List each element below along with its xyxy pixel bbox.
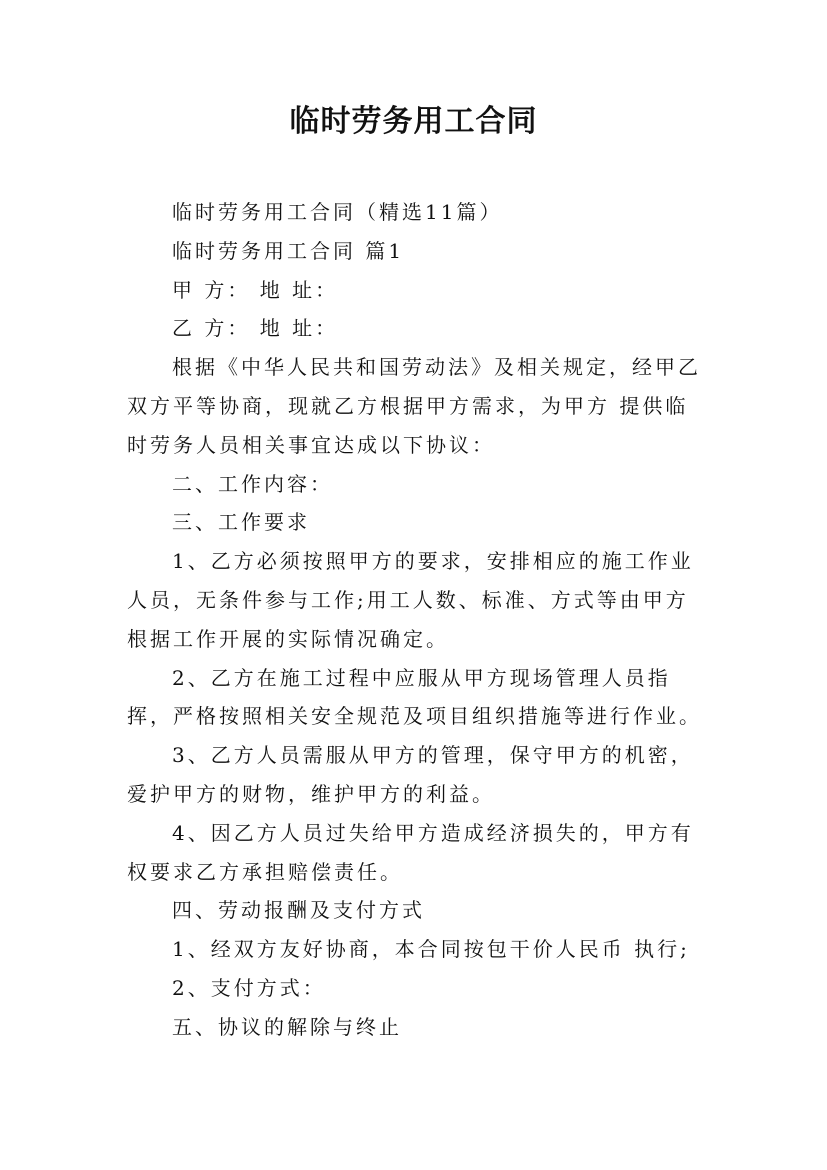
paragraph-work-content: 二、工作内容：: [172, 471, 333, 496]
paragraph-section-heading: 临时劳务用工合同 篇1: [172, 238, 405, 263]
paragraph-remuneration-heading: 四、劳动报酬及支付方式: [172, 898, 425, 923]
paragraph-payment-method: 2、支付方式：: [172, 975, 326, 1000]
paragraph-requirement-1: 1、乙方必须按照甲方的要求，安排相应的施工作业人员，无条件参与工作;用工人数、标准、方式等由甲方根据工作开展的实际情况确定。: [127, 549, 694, 651]
paragraph-work-requirements: 三、工作要求: [172, 510, 310, 535]
document-body: [127, 193, 702, 1047]
paragraph-requirement-2: 2、乙方在施工过程中应服从甲方现场管理人员指挥，严格按照相关安全规范及项目组织措施等进行作业。: [127, 665, 702, 729]
paragraph-remuneration-1: 1、经双方友好协商，本合同按包干价人民币 执行;: [172, 937, 690, 962]
paragraph-party-a: 甲 方： 地 址：: [172, 277, 339, 302]
document-title: 临时劳务用工合同: [289, 104, 538, 139]
paragraph-termination-heading: 五、协议的解除与终止: [172, 1014, 402, 1039]
paragraph-party-b: 乙 方： 地 址：: [172, 316, 339, 341]
paragraph-requirement-3: 3、乙方人员需服从甲方的管理，保守甲方的机密，爱护甲方的财物，维护甲方的利益。: [127, 743, 694, 806]
paragraph-requirement-4: 4、因乙方人员过失给甲方造成经济损失的，甲方有权要求乙方承担赔偿责任。: [127, 820, 694, 884]
paragraph-preamble: 根据《中华人民共和国劳动法》及相关规定，经甲乙双方平等协商，现就乙方根据甲方需求，为甲方 提供临时劳务人员相关事宜达成以下协议：: [127, 355, 701, 457]
paragraph-collection-title: 临时劳务用工合同（精选11篇）: [172, 200, 503, 224]
